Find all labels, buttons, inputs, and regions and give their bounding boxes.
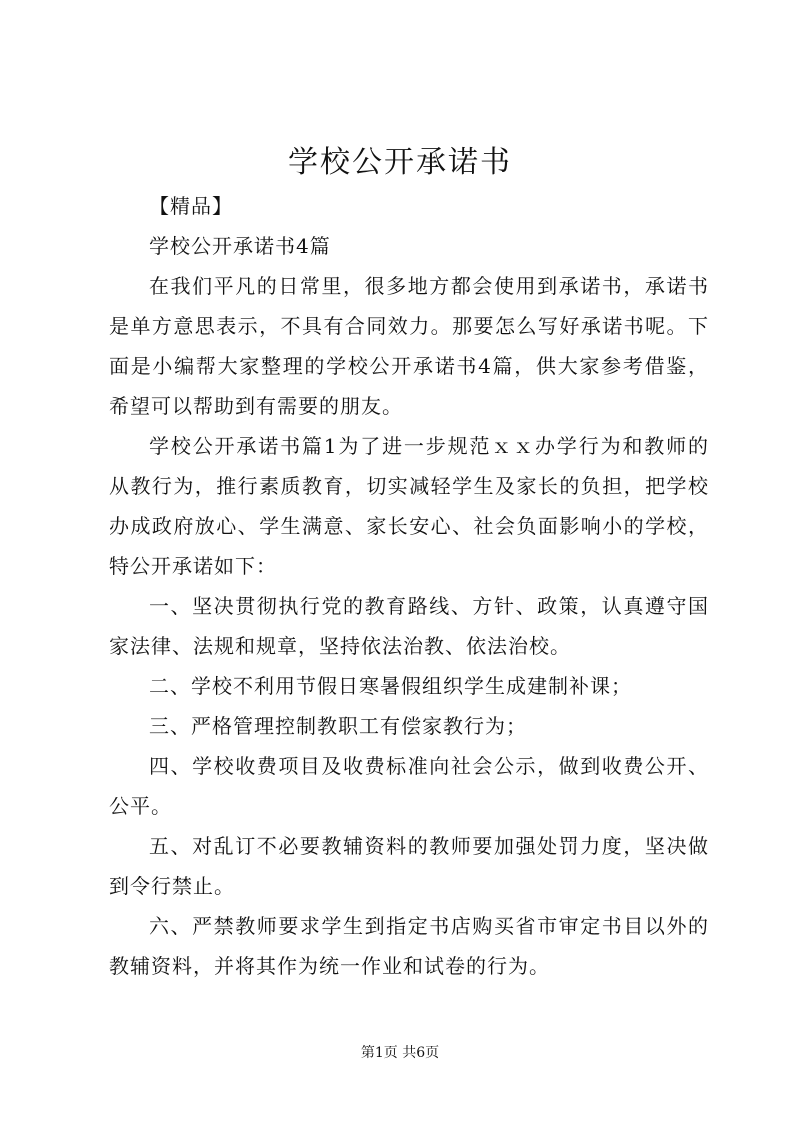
paragraph-line: 希望可以帮助到有需要的朋友。 <box>109 394 403 418</box>
paragraph-line: 办成政府放心、学生满意、家长安心、社会负面影响小的学校， <box>109 514 709 538</box>
paragraph-line: 公平。 <box>109 794 172 818</box>
paragraph-line: 是单方意思表示，不具有合同效力。那要怎么写好承诺书呢。下 <box>109 314 709 338</box>
paragraph-line: 到令行禁止。 <box>109 874 235 898</box>
paragraph-line: 五、对乱订不必要教辅资料的教师要加强处罚力度，坚决做 <box>149 834 709 858</box>
paragraph-line: 学校公开承诺书4篇 <box>149 234 331 258</box>
document-body <box>109 186 709 986</box>
paragraph-line: 面是小编帮大家整理的学校公开承诺书4篇，供大家参考借鉴， <box>109 354 709 378</box>
paragraph-line: 学校公开承诺书篇1为了进一步规范ｘｘ办学行为和教师的 <box>149 434 709 458</box>
paragraph-line: 从教行为，推行素质教育，切实减轻学生及家长的负担，把学校 <box>109 474 709 498</box>
page-number-footer: 第1页 共6页 <box>360 1045 440 1061</box>
page-title: 学校公开承诺书 <box>288 145 512 180</box>
paragraph-line: 在我们平凡的日常里，很多地方都会使用到承诺书，承诺书 <box>149 274 709 298</box>
paragraph-line: 三、严格管理控制教职工有偿家教行为； <box>149 714 527 738</box>
paragraph-line: 六、严禁教师要求学生到指定书店购买省市审定书目以外的 <box>149 914 709 938</box>
paragraph-line: 特公开承诺如下： <box>109 554 277 578</box>
paragraph-line: 【精品】 <box>149 194 233 218</box>
paragraph-line: 四、学校收费项目及收费标准向社会公示，做到收费公开、 <box>149 754 709 778</box>
paragraph-line: 二、学校不利用节假日寒暑假组织学生成建制补课； <box>149 674 632 698</box>
paragraph-line: 家法律、法规和规章，坚持依法治教、依法治校。 <box>109 634 571 658</box>
paragraph-line: 教辅资料，并将其作为统一作业和试卷的行为。 <box>109 954 550 978</box>
paragraph-line: 一、坚决贯彻执行党的教育路线、方针、政策，认真遵守国 <box>149 594 709 618</box>
